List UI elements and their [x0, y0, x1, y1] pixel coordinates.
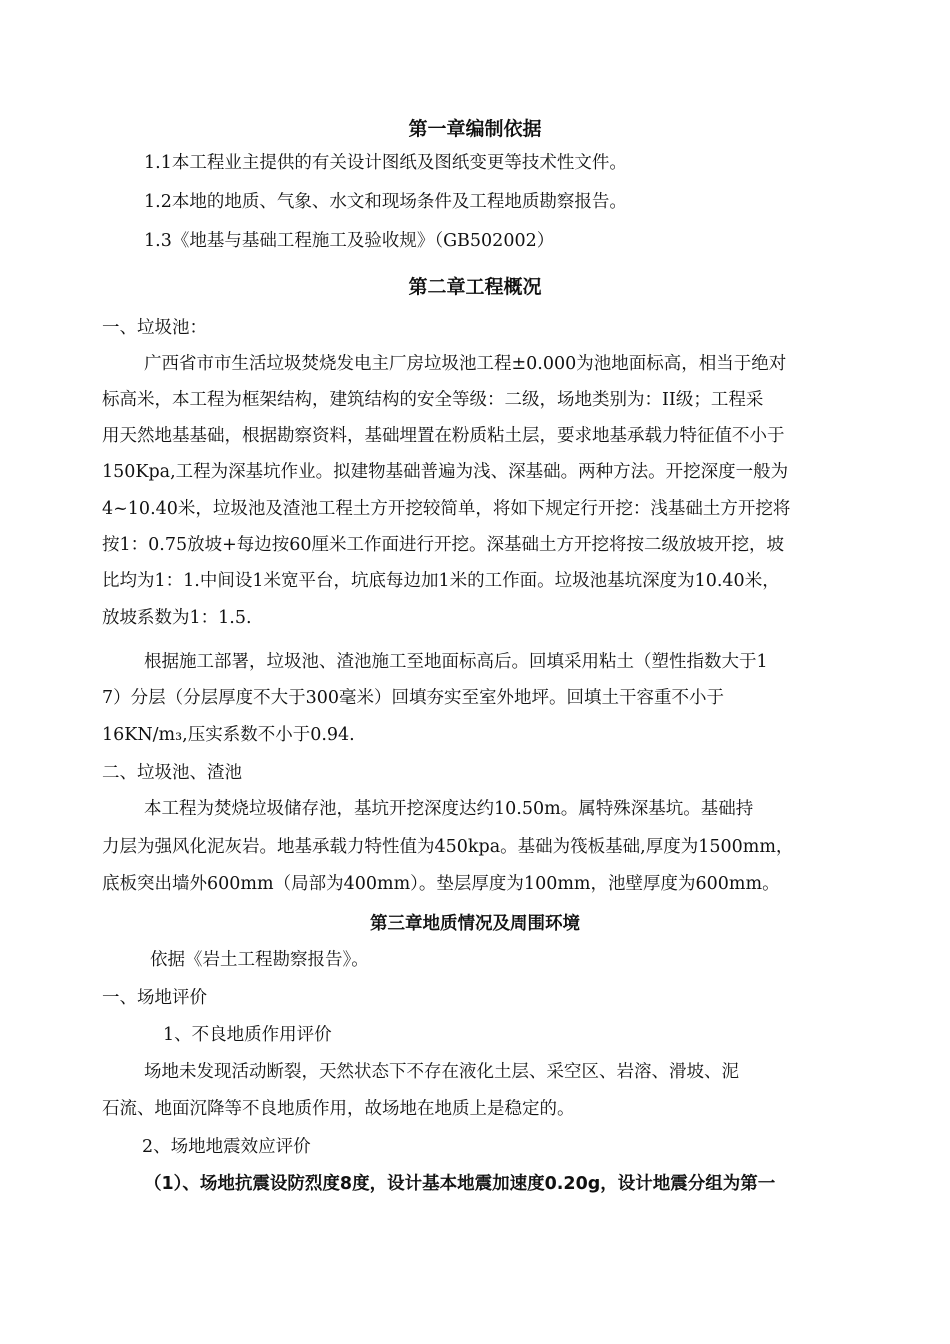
subheading-adverse-geology: 1、不良地质作用评价: [163, 1025, 332, 1045]
paragraph-line: 标高米，本工程为框架结构，建筑结构的安全等级：二级，场地类别为：II级；工程采: [102, 390, 764, 410]
chapter-1-title: 第一章编制依据: [408, 118, 542, 140]
paragraph-line: 放坡系数为1：1.5.: [102, 608, 252, 628]
chapter-2-title: 第二章工程概况: [408, 276, 542, 298]
chapter-3-title: 第三章地质情况及周围环境: [370, 914, 580, 934]
basis-item-1: 1.1本工程业主提供的有关设计图纸及图纸变更等技术性文件。: [144, 153, 627, 173]
paragraph-line: 石流、地面沉降等不良地质作用，故场地在地质上是稳定的。: [102, 1099, 575, 1119]
paragraph-line: 16KN/m₃,压实系数不小于0.94.: [102, 725, 355, 745]
paragraph-line: 力层为强风化泥灰岩。地基承载力特性值为450kpa。基础为筏板基础,厚度为1500mm，: [102, 837, 794, 857]
paragraph-line: 150Kpa,工程为深基坑作业。拟建物基础普遍为浅、深基础。两种方法。开挖深度一般为: [102, 462, 789, 482]
paragraph-line: 用天然地基基础，根据勘察资料，基础埋置在粉质粘土层，要求地基承载力特征值不小于: [102, 426, 785, 446]
paragraph-line: 4~10.40米，垃圾池及渣池工程土方开挖较简单，将如下规定行开挖：浅基础土方开挖将: [102, 499, 791, 519]
paragraph-line: 广西省市市生活垃圾焚烧发电主厂房垃圾池工程±0.000为池地面标高，相当于绝对: [144, 354, 787, 374]
paragraph-line: 按1：0.75放坡+每边按60厘米工作面进行开挖。深基础土方开挖将按二级放坡开挖，坡: [102, 535, 785, 555]
seismic-paragraph: （1）、场地抗震设防烈度8度，设计基本地震加速度0.20g，设计地震分组为第一: [144, 1174, 776, 1194]
paragraph-line: 场地未发现活动断裂，天然状态下不存在液化土层、采空区、岩溶、滑坡、泥: [144, 1062, 739, 1082]
paragraph-line: 7）分层（分层厚度不大于300毫米）回填夯实至室外地坪。回填土干容重不小于: [102, 688, 725, 708]
subheading-seismic-evaluation: 2、场地地震效应评价: [142, 1137, 311, 1157]
survey-basis: 依据《岩土工程勘察报告》。: [150, 950, 369, 970]
basis-item-2: 1.2本地的地质、气象、水文和现场条件及工程地质勘察报告。: [144, 192, 627, 212]
paragraph-line: 比均为1：1.中间设1米宽平台，坑底每边加1米的工作面。垃圾池基坑深度为10.40米，: [102, 571, 780, 591]
section-heading-garbage-pit: 一、垃圾池：: [102, 318, 207, 338]
section-heading-site-evaluation: 一、场地评价: [102, 988, 207, 1008]
paragraph-line: 根据施工部署，垃圾池、渣池施工至地面标高后。回填采用粘土（塑性指数大于1: [144, 652, 768, 672]
paragraph-line: 底板突出墙外600mm（局部为400mm）。垫层厚度为100mm，池壁厚度为600mm。: [102, 874, 780, 894]
paragraph-line: 本工程为焚烧垃圾储存池，基坑开挖深度达约10.50m。属特殊深基坑。基础持: [144, 799, 754, 819]
basis-item-3: 1.3《地基与基础工程施工及验收规》（GB502002）: [144, 231, 555, 251]
section-heading-garbage-slag-pit: 二、垃圾池、渣池: [102, 763, 242, 783]
